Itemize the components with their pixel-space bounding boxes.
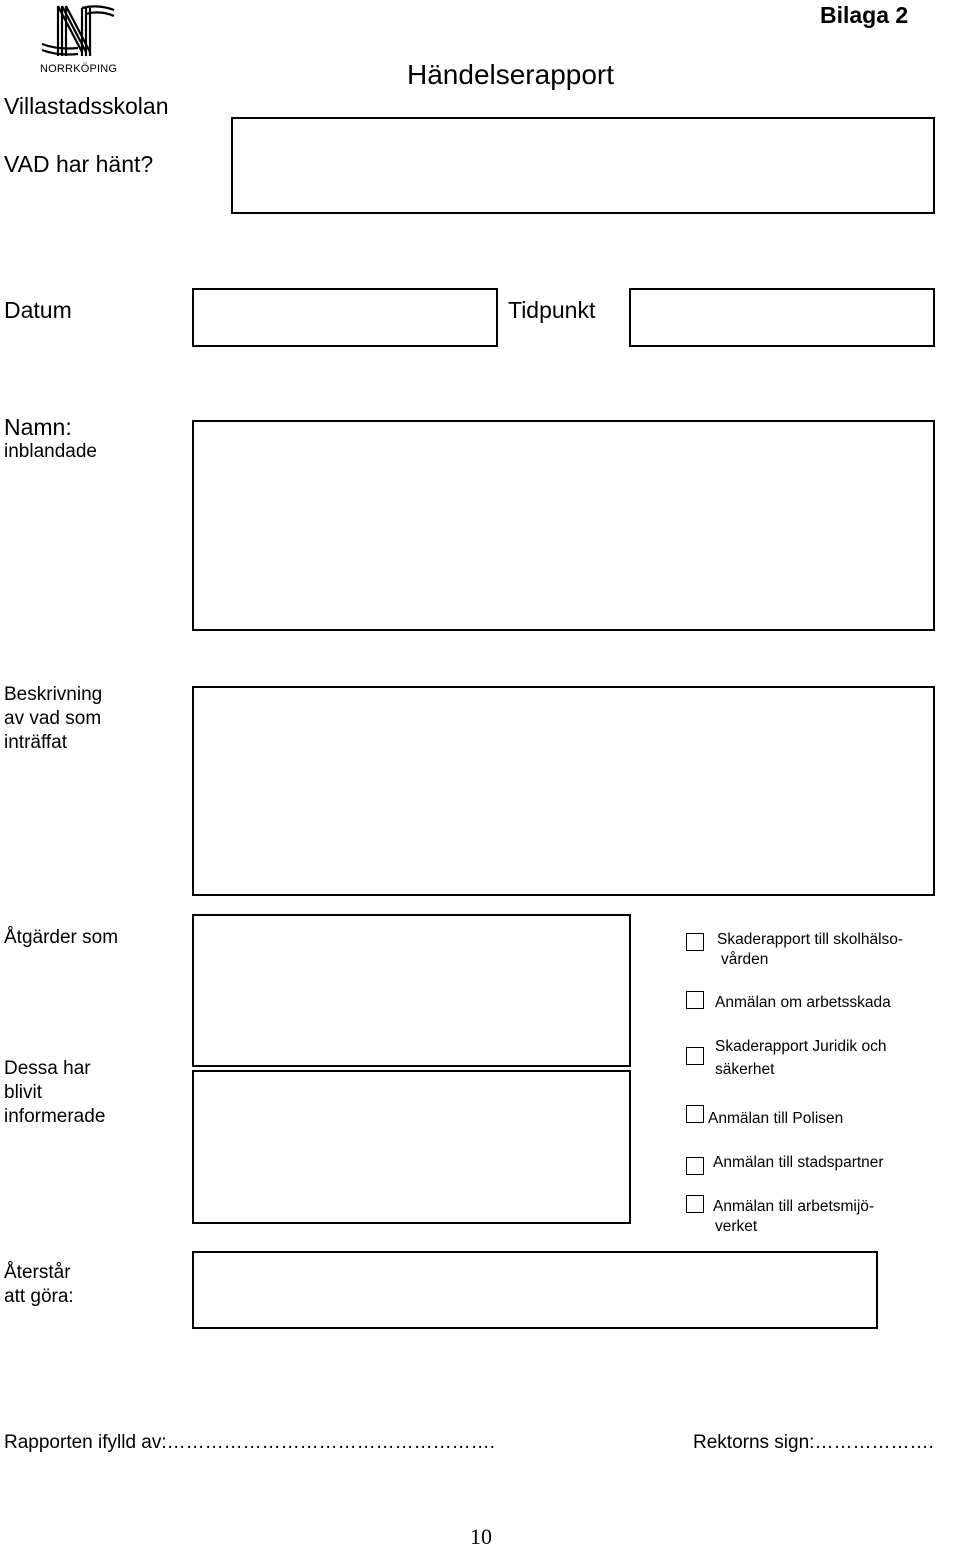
aterstar-label [4,1261,74,1309]
option-arbetsskada-label [715,993,891,1013]
option-line: säkerhet [715,1061,775,1078]
option-line: Anmälan till stadspartner [713,1154,884,1171]
tidpunkt-field[interactable] [629,288,935,347]
vad-label: VAD har hänt? [4,151,154,177]
option-stadspartner-label [713,1153,884,1173]
informerade-line-2: blivit [4,1082,43,1103]
beskrivning-line-1: Beskrivning [4,684,103,705]
atgarder-field[interactable] [192,914,631,1067]
namn-label: Namn: [4,414,72,440]
informerade-field[interactable] [192,1070,631,1224]
option-arbetsmiljoverket-label [713,1197,874,1237]
norrkoping-logo [38,2,118,78]
option-polisen-label [708,1109,843,1129]
option-line: vården [721,951,769,968]
rapporten-ifylld: Rapporten ifylld av:……………………………………………. [4,1432,495,1453]
option-juridik-label [715,1037,886,1080]
option-line: Anmälan till arbetsmijö- [713,1198,875,1215]
informerade-label [4,1057,105,1129]
option-line: Anmälan till Polisen [708,1110,844,1127]
aterstar-line-1: Återstår [4,1262,71,1283]
option-line: Anmälan om arbetsskada [715,994,891,1011]
checkbox-stadspartner[interactable] [686,1157,704,1175]
datum-label: Datum [4,297,72,323]
aterstar-line-2: att göra: [4,1286,74,1307]
checkbox-polisen[interactable] [686,1105,704,1123]
page-number: 10 [470,1524,492,1549]
checkbox-arbetsmiljoverket[interactable] [686,1195,704,1213]
informerade-line-1: Dessa har [4,1058,91,1079]
option-line: verket [715,1218,758,1235]
checkbox-arbetsskada[interactable] [686,991,704,1009]
aterstar-field[interactable] [192,1251,878,1329]
page-title: Händelserapport [407,59,615,90]
beskrivning-label [4,683,102,755]
logo-wordmark: NORRKÖPING [40,63,118,75]
tidpunkt-label: Tidpunkt [508,297,596,323]
datum-field[interactable] [192,288,498,347]
option-line: Skaderapport till skolhälso- [717,931,904,948]
checkbox-skolhalsovarden[interactable] [686,933,704,951]
beskrivning-line-3: inträffat [4,732,68,753]
checkbox-juridik[interactable] [686,1047,704,1065]
vad-field[interactable] [231,117,935,214]
namn-field[interactable] [192,420,935,631]
beskrivning-field[interactable] [192,686,935,896]
namn-sublabel: inblandade [4,441,97,462]
appendix-label: Bilaga 2 [820,2,909,28]
option-line: Skaderapport Juridik och [715,1038,887,1055]
beskrivning-line-2: av vad som [4,708,102,729]
rektorns-sign: Rektorns sign:………………. [693,1432,934,1453]
school-name: Villastadsskolan [4,93,169,119]
informerade-line-3: informerade [4,1106,106,1127]
atgarder-label: Åtgärder som [4,927,119,948]
option-skolhalsovarden-label [717,930,903,970]
